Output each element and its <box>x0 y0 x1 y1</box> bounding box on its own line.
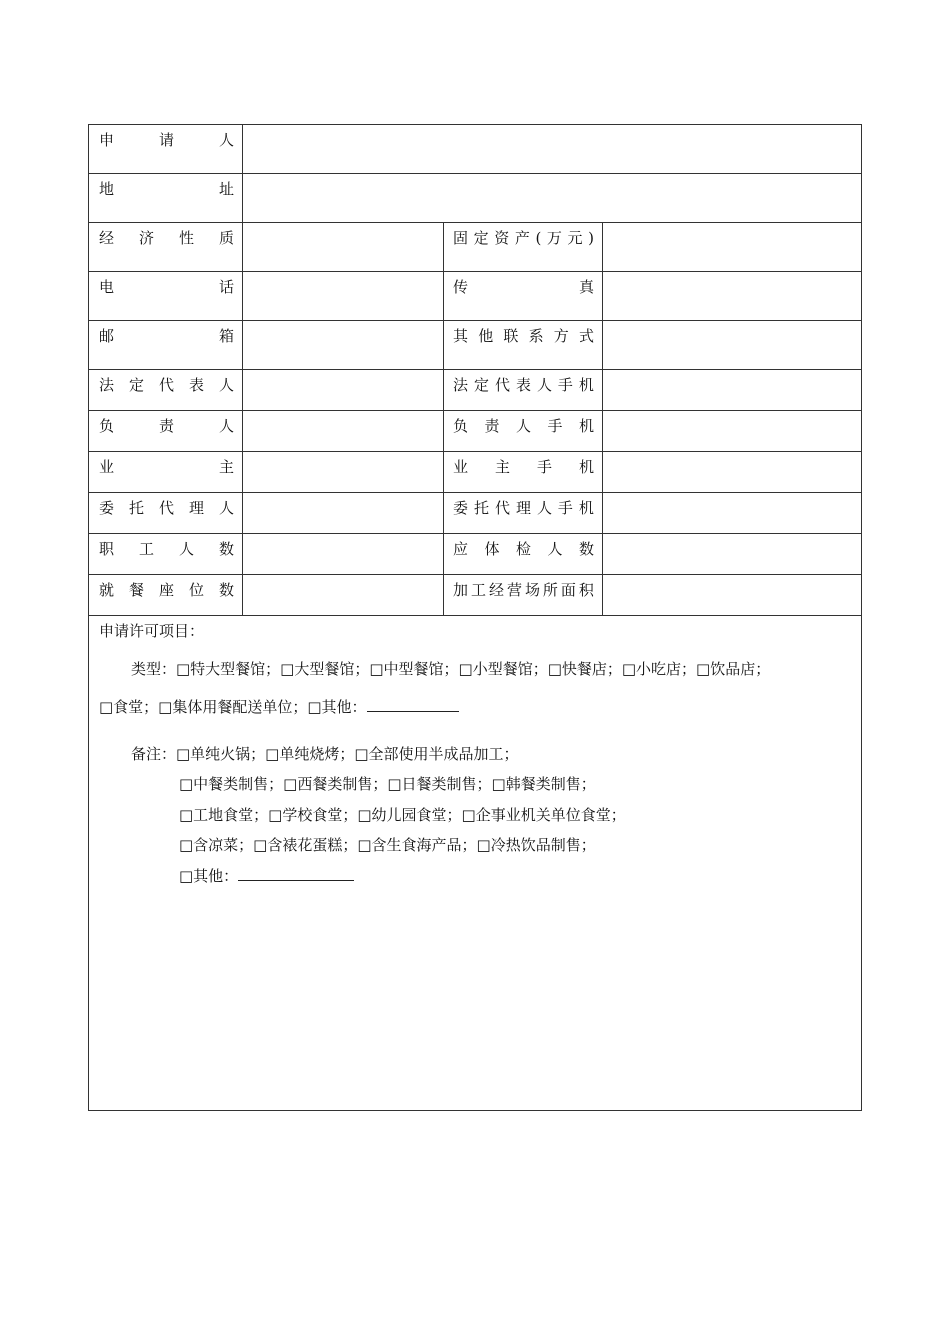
label-address <box>99 179 234 199</box>
label-economic-nature-char: 质 <box>218 229 234 247</box>
label-legal-rep-char: 代 <box>158 376 174 394</box>
label-checkup-count <box>453 539 594 559</box>
label-seats-char: 数 <box>218 581 234 599</box>
label-legal-rep-mobile-char: 人 <box>536 376 552 394</box>
row-seats <box>89 575 861 616</box>
label-owner-mobile-char: 主 <box>494 458 510 476</box>
row-staff-count <box>89 534 861 575</box>
label-fixed-assets-char: 产 <box>514 229 530 247</box>
label-agent-mobile-char: 手 <box>557 499 573 517</box>
label-area-char: 营 <box>506 581 522 599</box>
label-legal-rep-mobile <box>453 375 594 395</box>
row-applicant <box>89 125 861 174</box>
label-legal-rep-mobile-char: 表 <box>515 376 531 394</box>
label-other-contact <box>453 326 594 346</box>
label-address-char: 址 <box>218 180 234 198</box>
label-person-in-charge-mobile-char: 负 <box>453 417 469 435</box>
label-other-contact-char: 联 <box>503 327 519 345</box>
label-legal-rep-mobile-char: 代 <box>494 376 510 394</box>
label-other-contact-char: 系 <box>528 327 544 345</box>
label-person-in-charge-char: 人 <box>218 417 234 435</box>
label-economic-nature-char: 经 <box>99 229 115 247</box>
label-owner <box>99 457 234 477</box>
label-seats-char: 就 <box>99 581 115 599</box>
label-legal-rep-char: 定 <box>128 376 144 394</box>
row-legal-rep <box>89 370 861 411</box>
label-staff-count-char: 工 <box>138 540 154 558</box>
label-legal-rep-char: 表 <box>188 376 204 394</box>
label-owner-mobile-char: 业 <box>453 458 469 476</box>
label-person-in-charge-mobile-char: 手 <box>547 417 563 435</box>
application-form <box>88 124 862 1111</box>
label-owner-char: 业 <box>99 458 115 476</box>
label-agent-char: 代 <box>158 499 174 517</box>
label-seats-char: 座 <box>158 581 174 599</box>
label-agent-char: 人 <box>218 499 234 517</box>
label-person-in-charge-char: 负 <box>99 417 115 435</box>
row-owner <box>89 452 861 493</box>
label-staff-count-char: 数 <box>218 540 234 558</box>
label-fixed-assets-char: 资 <box>494 229 510 247</box>
label-area-char: 场 <box>524 581 540 599</box>
label-legal-rep-mobile-char: 定 <box>473 376 489 394</box>
label-person-in-charge-char: 责 <box>158 417 174 435</box>
label-owner-mobile <box>453 457 594 477</box>
label-agent-mobile-char: 托 <box>473 499 489 517</box>
label-other-contact-char: 方 <box>553 327 569 345</box>
label-legal-rep-char: 法 <box>99 376 115 394</box>
label-seats <box>99 580 234 600</box>
remark-line-1: 备注：□单纯火锅；□单纯烧烤；□全部使用半成品加工； <box>131 745 519 763</box>
label-email <box>99 326 234 346</box>
label-fixed-assets-char: ) <box>588 229 594 247</box>
row-email <box>89 321 861 370</box>
label-economic-nature-char: 性 <box>178 229 194 247</box>
remark-line-5: □其他： <box>179 865 354 887</box>
label-agent-mobile-char: 理 <box>515 499 531 517</box>
label-area-char: 积 <box>578 581 594 599</box>
label-owner-mobile-char: 机 <box>578 458 594 476</box>
remark-line-3: □工地食堂；□学校食堂；□幼儿园食堂；□企事业机关单位食堂； <box>179 806 626 824</box>
row-phone <box>89 272 861 321</box>
row-economic-nature <box>89 223 861 272</box>
label-seats-char: 位 <box>188 581 204 599</box>
label-legal-rep <box>99 375 234 395</box>
type-other-blank[interactable] <box>367 696 459 712</box>
label-agent-mobile <box>453 498 594 518</box>
label-other-contact-char: 其 <box>453 327 469 345</box>
label-checkup-count-char: 人 <box>547 540 563 558</box>
label-person-in-charge-mobile-char: 责 <box>484 417 500 435</box>
label-fixed-assets-char: ( <box>535 229 542 247</box>
label-agent-char: 托 <box>128 499 144 517</box>
label-phone-char: 话 <box>218 278 234 296</box>
label-other-contact-char: 他 <box>478 327 494 345</box>
label-applicant-char: 人 <box>218 131 234 149</box>
label-legal-rep-mobile-char: 手 <box>557 376 573 394</box>
label-checkup-count-char: 数 <box>578 540 594 558</box>
label-applicant-char: 请 <box>158 131 174 149</box>
label-phone-char: 电 <box>99 278 115 296</box>
label-agent-mobile-char: 代 <box>494 499 510 517</box>
label-phone <box>99 277 234 297</box>
row-person-in-charge <box>89 411 861 452</box>
label-fixed-assets-char: 万 <box>546 229 562 247</box>
label-area <box>453 580 594 600</box>
remark-line-4: □含凉菜；□含裱花蛋糕；□含生食海产品；□冷热饮品制售； <box>179 836 596 854</box>
remark-other-blank[interactable] <box>238 865 354 881</box>
label-agent-char: 理 <box>188 499 204 517</box>
label-fax <box>453 277 594 297</box>
label-checkup-count-char: 应 <box>453 540 469 558</box>
label-staff-count-char: 人 <box>178 540 194 558</box>
label-owner-char: 主 <box>218 458 234 476</box>
type-line-1: 类型：□特大型餐馆；□大型餐馆；□中型餐馆；□小型餐馆；□快餐店；□小吃店；□饮品店； <box>131 660 771 678</box>
label-area-char: 加 <box>453 581 469 599</box>
label-applicant-char: 申 <box>99 131 115 149</box>
label-fixed-assets-char: 元 <box>567 229 583 247</box>
label-person-in-charge-mobile-char: 机 <box>578 417 594 435</box>
label-checkup-count-char: 体 <box>484 540 500 558</box>
label-fixed-assets-char: 定 <box>473 229 489 247</box>
label-applicant <box>99 130 234 150</box>
label-area-char: 面 <box>560 581 576 599</box>
type-line-2: □食堂；□集体用餐配送单位；□其他： <box>99 696 459 718</box>
label-checkup-count-char: 检 <box>515 540 531 558</box>
label-person-in-charge-mobile <box>453 416 594 436</box>
label-email-char: 箱 <box>218 327 234 345</box>
row-address <box>89 174 861 223</box>
permit-title: 申请许可项目： <box>99 622 205 640</box>
label-fixed-assets <box>453 228 594 248</box>
label-seats-char: 餐 <box>128 581 144 599</box>
label-legal-rep-mobile-char: 机 <box>578 376 594 394</box>
remark-line-2: □中餐类制售；□西餐类制售；□日餐类制售；□韩餐类制售； <box>179 775 596 793</box>
label-staff-count-char: 职 <box>99 540 115 558</box>
label-agent-char: 委 <box>99 499 115 517</box>
label-fixed-assets-char: 固 <box>453 229 469 247</box>
permit-section <box>89 616 861 1110</box>
label-agent <box>99 498 234 518</box>
label-owner-mobile-char: 手 <box>536 458 552 476</box>
label-other-contact-char: 式 <box>578 327 594 345</box>
label-legal-rep-mobile-char: 法 <box>453 376 469 394</box>
row-agent <box>89 493 861 534</box>
label-area-char: 工 <box>470 581 486 599</box>
label-address-char: 地 <box>99 180 115 198</box>
label-fax-char: 真 <box>578 278 594 296</box>
label-agent-mobile-char: 机 <box>578 499 594 517</box>
label-area-char: 经 <box>488 581 504 599</box>
label-area-char: 所 <box>542 581 558 599</box>
label-fax-char: 传 <box>453 278 469 296</box>
label-economic-nature-char: 济 <box>138 229 154 247</box>
label-person-in-charge-mobile-char: 人 <box>515 417 531 435</box>
label-legal-rep-char: 人 <box>218 376 234 394</box>
label-economic-nature <box>99 228 234 248</box>
label-person-in-charge <box>99 416 234 436</box>
label-agent-mobile-char: 人 <box>536 499 552 517</box>
label-email-char: 邮 <box>99 327 115 345</box>
label-staff-count <box>99 539 234 559</box>
label-agent-mobile-char: 委 <box>453 499 469 517</box>
